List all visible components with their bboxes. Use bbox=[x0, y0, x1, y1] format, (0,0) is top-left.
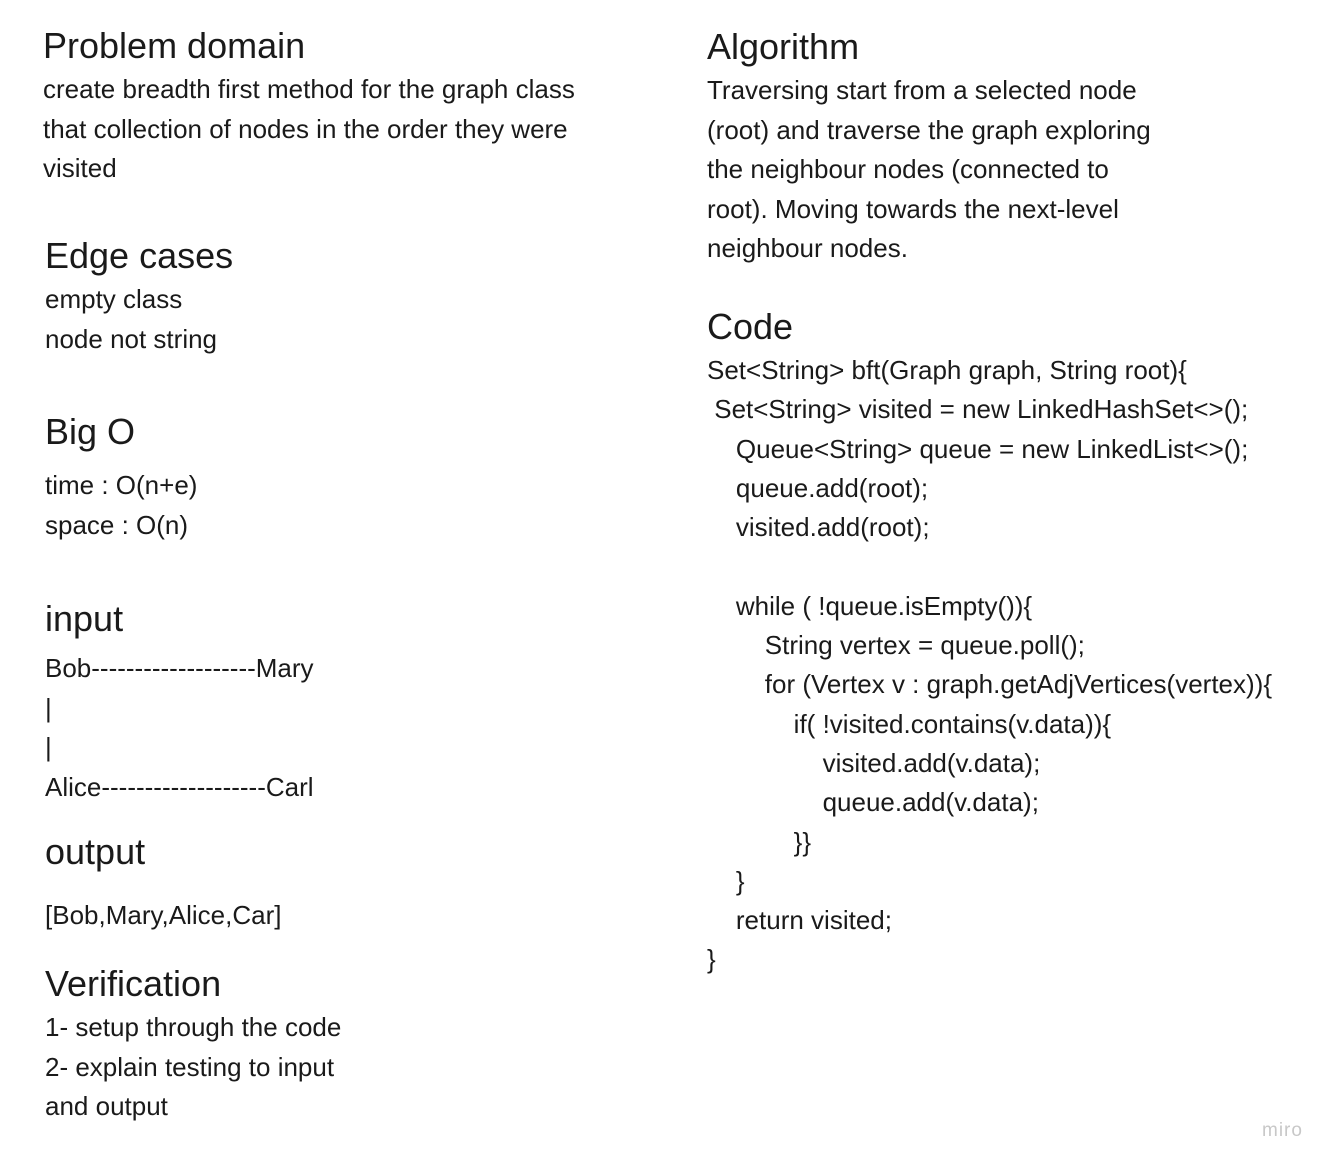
verification-step: 1- setup through the code bbox=[45, 1012, 342, 1042]
code-line: while ( !queue.isEmpty()){ bbox=[707, 590, 1033, 621]
edge-cases-section bbox=[45, 236, 233, 359]
code-line: queue.add(root); bbox=[707, 472, 929, 503]
big-o-time: time : O(n+e) bbox=[45, 470, 198, 500]
miro-watermark: miro bbox=[1262, 1120, 1303, 1141]
code-title: Code bbox=[707, 306, 794, 347]
code-line: }} bbox=[707, 826, 812, 857]
edge-case-item: node not string bbox=[45, 323, 218, 354]
algorithm-line: root). Moving towards the next-level bbox=[707, 193, 1119, 224]
big-o-space: space : O(n) bbox=[45, 509, 189, 540]
code-line: String vertex = queue.poll(); bbox=[707, 630, 1085, 661]
edge-case-item: empty class bbox=[45, 284, 183, 314]
problem-domain-line: visited bbox=[43, 153, 117, 183]
code-line: } bbox=[707, 865, 745, 896]
problem-domain-title: Problem domain bbox=[43, 25, 306, 66]
output-section bbox=[45, 832, 281, 936]
code-line: visited.add(v.data); bbox=[707, 747, 1041, 778]
code-section bbox=[707, 307, 1272, 980]
input-graph-line: Alice-------------------Carl bbox=[45, 771, 314, 802]
code-line bbox=[707, 547, 1272, 586]
algorithm-title: Algorithm bbox=[707, 26, 860, 67]
code-line: Set<String> bft(Graph graph, String root){ bbox=[707, 355, 1187, 385]
verification-section bbox=[45, 964, 341, 1127]
verification-title: Verification bbox=[45, 963, 222, 1004]
algorithm-line: neighbour nodes. bbox=[707, 233, 908, 263]
code-line: if( !visited.contains(v.data)){ bbox=[707, 708, 1112, 739]
verification-step: 2- explain testing to input bbox=[45, 1051, 335, 1082]
algorithm-line: the neighbour nodes (connected to bbox=[707, 154, 1109, 184]
input-section bbox=[45, 599, 314, 807]
problem-domain-line: that collection of nodes in the order they were bbox=[43, 113, 568, 144]
code-line: for (Vertex v : graph.getAdjVertices(vertex)){ bbox=[707, 669, 1273, 700]
verification-step: and output bbox=[45, 1091, 168, 1121]
input-graph-line: | bbox=[45, 692, 52, 723]
input-graph-line: | bbox=[45, 732, 52, 762]
algorithm-line: (root) and traverse the graph exploring bbox=[707, 114, 1151, 145]
code-line: } bbox=[707, 944, 716, 975]
problem-domain-section bbox=[43, 26, 575, 189]
big-o-title: Big O bbox=[45, 411, 136, 452]
output-value: [Bob,Mary,Alice,Car] bbox=[45, 900, 282, 930]
code-line: Queue<String> queue = new LinkedList<>(); bbox=[707, 433, 1249, 464]
input-title: input bbox=[45, 598, 124, 639]
big-o-section bbox=[45, 412, 197, 545]
algorithm-section bbox=[707, 27, 1151, 269]
problem-domain-line: create breadth first method for the graph class bbox=[43, 74, 575, 104]
output-title: output bbox=[45, 831, 146, 872]
code-line: return visited; bbox=[707, 905, 892, 936]
input-graph-line: Bob-------------------Mary bbox=[45, 653, 314, 683]
code-line: visited.add(root); bbox=[707, 512, 930, 543]
code-line: Set<String> visited = new LinkedHashSet<>(); bbox=[707, 394, 1249, 425]
algorithm-line: Traversing start from a selected node bbox=[707, 75, 1137, 105]
code-line: queue.add(v.data); bbox=[707, 787, 1039, 818]
edge-cases-title: Edge cases bbox=[45, 235, 234, 276]
